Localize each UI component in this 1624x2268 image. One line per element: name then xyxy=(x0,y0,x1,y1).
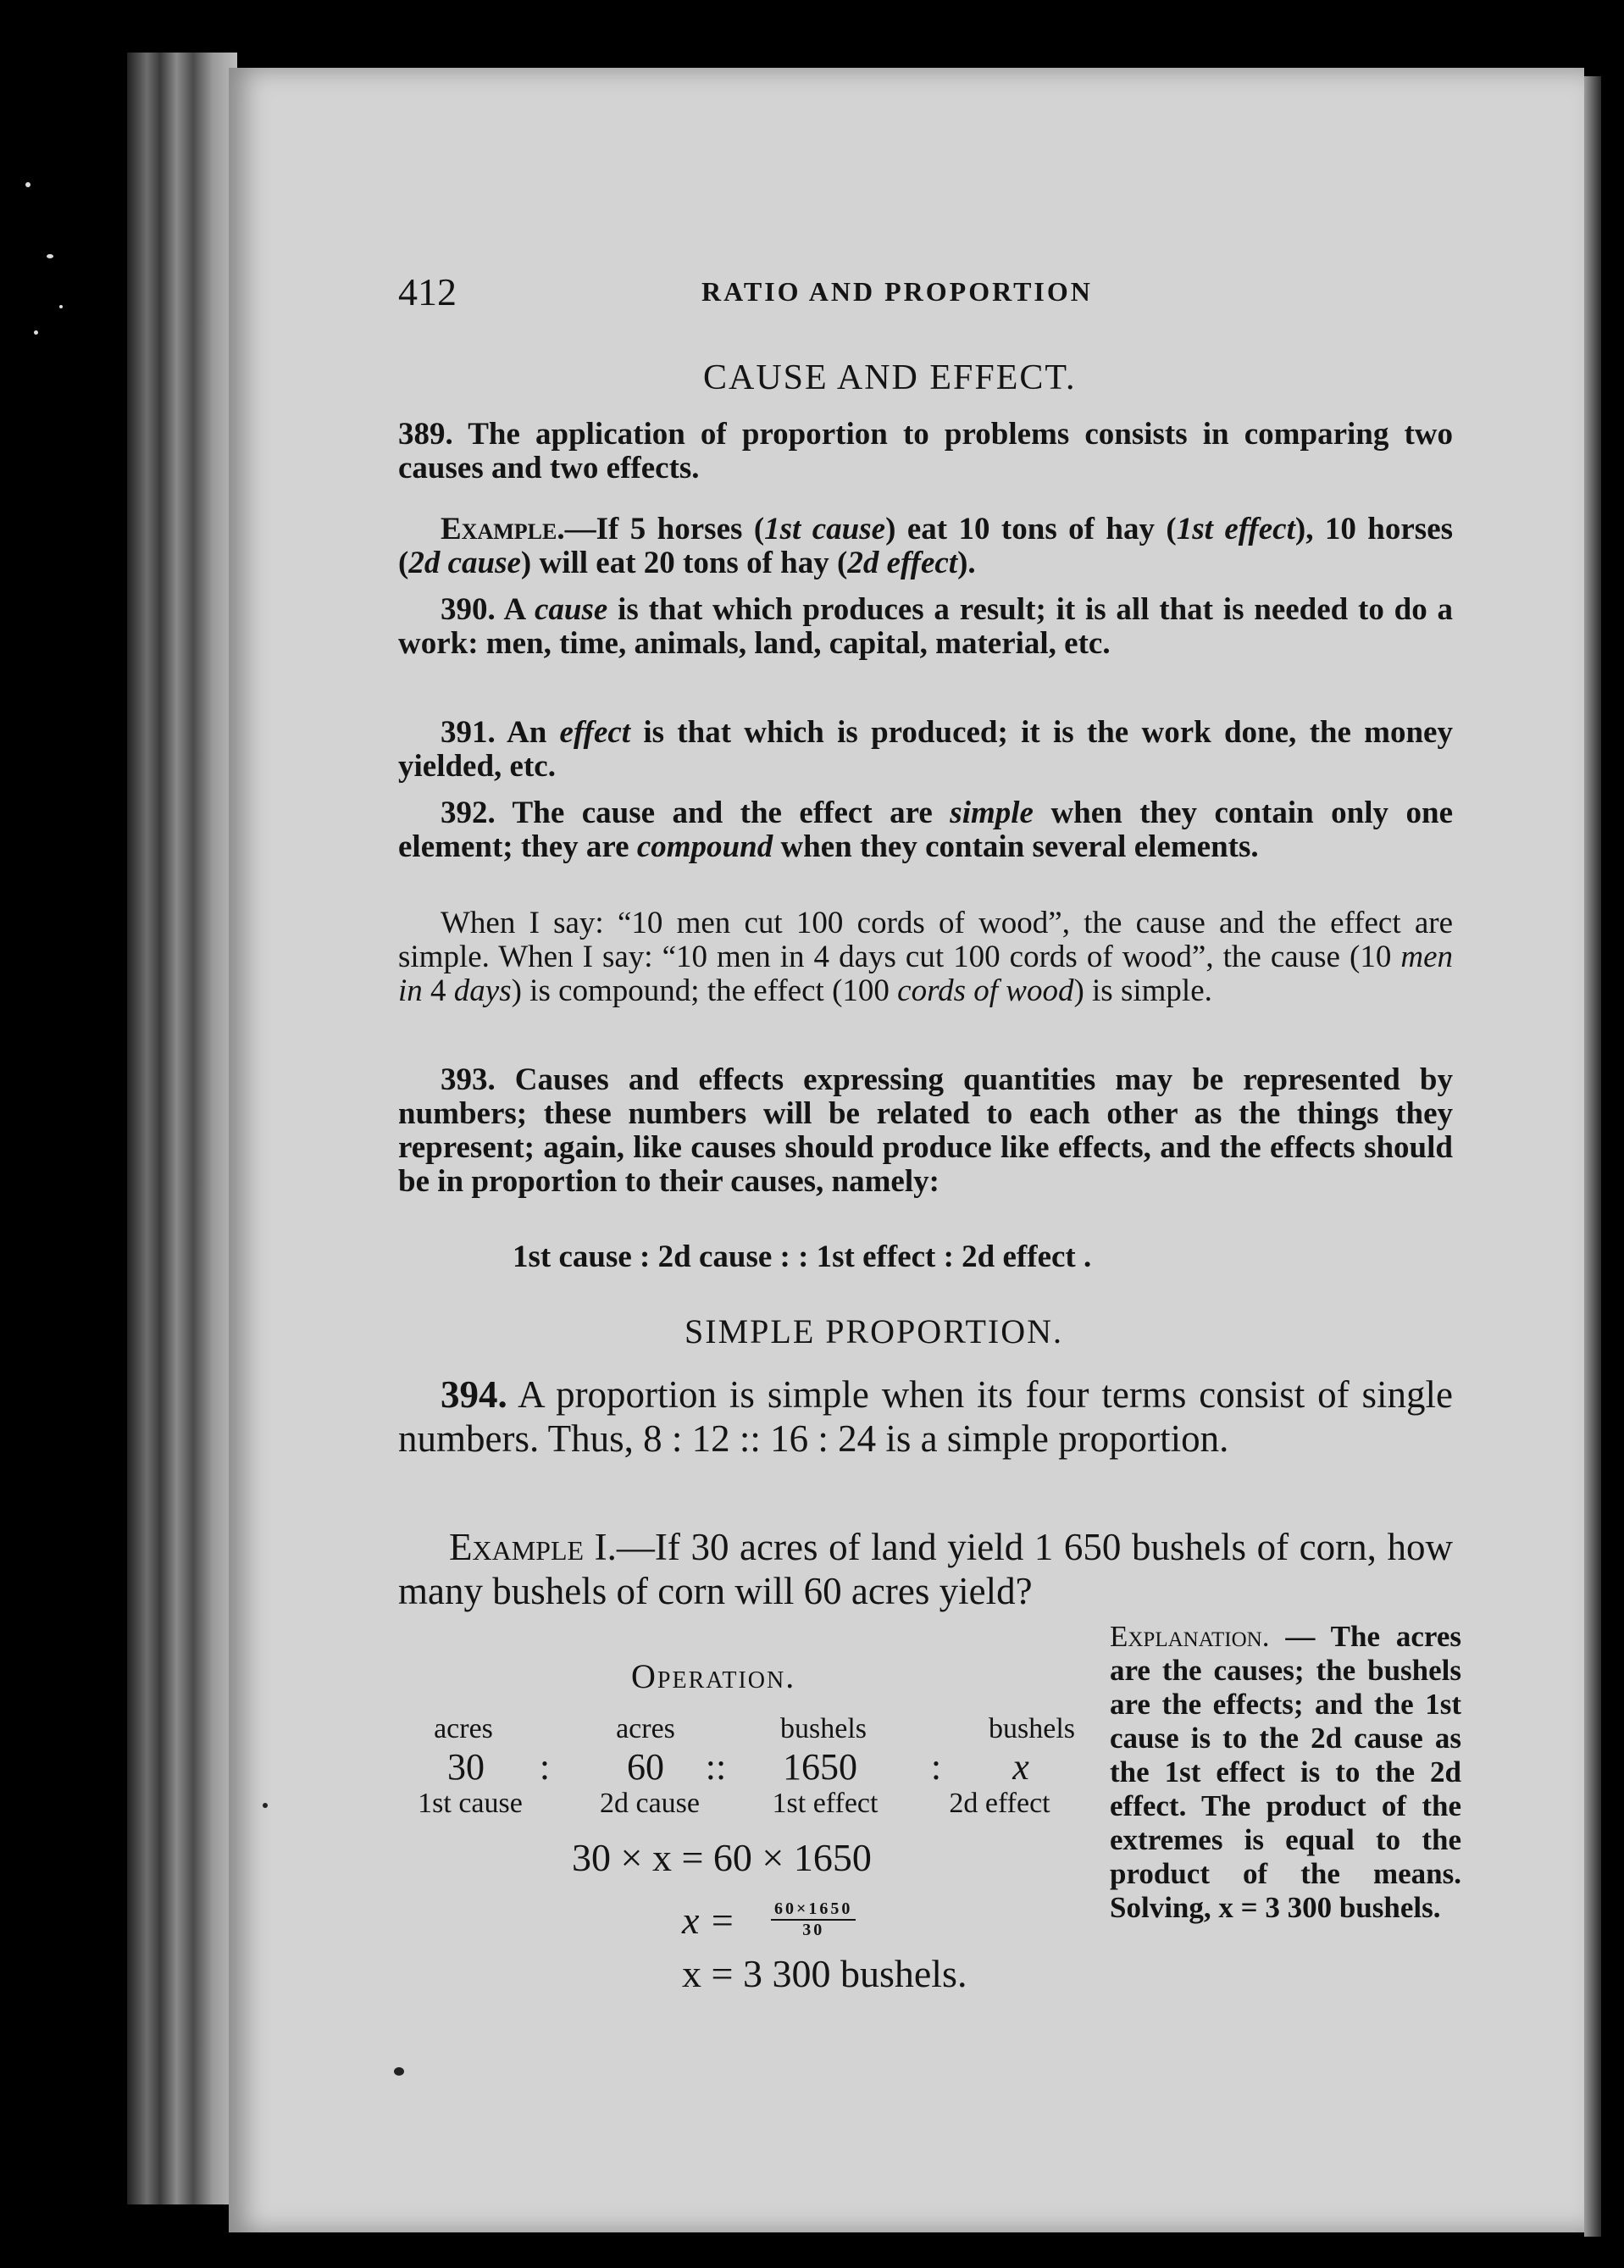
paragraph-number: 394. xyxy=(441,1373,507,1416)
page-number: 412 xyxy=(398,270,457,313)
explanation-text: — The acres are the causes; the bushels are the effects; and the 1st cause is to the 2d cause as the 1st effect is to the 2d effect. The product of the extremes is equal to the product of the means. Solving, x = 3 300 bushels. xyxy=(1110,1620,1461,1924)
paragraph-text: The cause and the effect are xyxy=(495,796,951,830)
paragraph-391 xyxy=(398,716,1453,784)
paragraph-number: 392. xyxy=(441,796,496,830)
operation-role: 1st cause xyxy=(418,1788,523,1819)
example-1 xyxy=(398,1525,1453,1613)
paragraph-italic: men in xyxy=(398,940,1453,1008)
operation-unit: bushels xyxy=(780,1713,867,1744)
operation-value: 1650 xyxy=(783,1746,857,1788)
paragraph-392-example xyxy=(398,907,1453,1008)
paragraph-number: 390. xyxy=(441,592,496,627)
fraction-denominator: 30 xyxy=(802,1921,825,1939)
section-heading-cause-effect: CAUSE AND EFFECT. xyxy=(703,358,1077,397)
operation-roles-row xyxy=(415,1788,1076,1823)
paragraph-italic: cause xyxy=(534,592,608,627)
scan-speck xyxy=(34,330,38,335)
paragraph-text: when they contain only one element; they are xyxy=(398,796,1454,864)
example-text: ) will eat 20 tons of hay ( xyxy=(520,546,848,580)
operation-title: Operation. xyxy=(631,1657,796,1695)
operation-value: 30 xyxy=(447,1746,485,1788)
paragraph-393 xyxy=(398,1063,1453,1199)
paragraph-394 xyxy=(398,1372,1453,1461)
example-italic: 1st effect xyxy=(1176,512,1295,546)
operation-separator: : xyxy=(930,1746,942,1788)
paragraph-text: A xyxy=(495,592,535,627)
paragraph-392 xyxy=(398,796,1453,864)
operation-unit: acres xyxy=(616,1713,675,1744)
operation-value: 60 xyxy=(627,1746,664,1788)
example-text: ) eat 10 tons of hay ( xyxy=(885,512,1177,546)
scan-speck xyxy=(25,182,30,187)
paragraph-text: When I say: “10 men cut 100 cords of wood”, the cause and the effect are simple. When I say: “10 men in 4 days cut 100 cords of wood”, the cause (10 xyxy=(398,906,1453,974)
paragraph-389 xyxy=(398,418,1453,485)
paragraph-text: A proportion is simple when its four terms consist of single numbers. Thus, 8 : 12 :: 16 : 24 is a simple proportion. xyxy=(398,1373,1453,1460)
operation-separator: :: xyxy=(705,1746,727,1788)
operation-equation-1: 30 × x = 60 × 1650 xyxy=(572,1836,872,1879)
scan-speck xyxy=(263,1803,268,1808)
example-text: ). xyxy=(957,546,976,580)
cause-effect-proportion: 1st cause : 2d cause : : 1st effect : 2d effect . xyxy=(513,1239,1092,1274)
scan-speck xyxy=(394,2067,404,2076)
scan-speck xyxy=(59,305,63,308)
scan-speck xyxy=(47,254,53,258)
page-edge xyxy=(127,53,237,2204)
paragraph-text: An xyxy=(495,715,560,750)
paragraph-italic: days xyxy=(453,973,512,1008)
paragraph-italic: compound xyxy=(636,829,773,864)
paragraph-text: is that which is produced; it is the work done, the money yielded, etc. xyxy=(398,715,1453,784)
paragraph-number: 389. xyxy=(398,417,453,452)
fraction-numerator: 60×1650 xyxy=(771,1899,856,1921)
operation-equation-3: x = 3 300 bushels. xyxy=(682,1952,967,1995)
paragraph-text: 4 xyxy=(422,973,454,1008)
operation-value: x xyxy=(1012,1746,1029,1788)
paragraph-italic: cords of wood xyxy=(897,973,1074,1008)
paragraph-text: Causes and effects expressing quantities may be represented by numbers; these numbers will be related to each other as the things they represent; again, like causes should produce like effects, and the effects should be in proportion to their causes, namely: xyxy=(398,1062,1453,1199)
operation-equation-2-lhs: x = xyxy=(682,1899,735,1942)
paragraph-text: ) is simple. xyxy=(1073,973,1212,1008)
operation-role: 2d cause xyxy=(599,1788,701,1819)
section-heading-simple-proportion: SIMPLE PROPORTION. xyxy=(685,1312,1063,1350)
paragraph-number: 393. xyxy=(441,1062,496,1097)
running-title: RATIO AND PROPORTION xyxy=(701,276,1093,307)
operation-role: 2d effect xyxy=(949,1788,1050,1819)
paragraph-text: The application of proportion to problems consists in comparing two causes and two effects. xyxy=(398,417,1453,485)
explanation-label: Explanation. xyxy=(1110,1620,1270,1653)
example-text: —If 5 horses ( xyxy=(564,512,765,546)
example-italic: 2d cause xyxy=(408,546,521,580)
explanation xyxy=(1110,1620,1461,1925)
paragraph-text: is that which produces a result; it is all that is needed to do a work: men, time, animals, land, capital, material, etc. xyxy=(398,592,1454,661)
operation-units-row xyxy=(415,1713,1076,1749)
example-horses xyxy=(398,513,1453,580)
paragraph-italic: effect xyxy=(559,715,631,750)
paragraph-text: ) is compound; the effect (100 xyxy=(511,973,898,1008)
operation-role: 1st effect xyxy=(772,1788,879,1819)
example-label: Example I. xyxy=(449,1526,617,1568)
paragraph-number: 391. xyxy=(441,715,496,750)
operation-unit: acres xyxy=(434,1713,493,1744)
example-label: Example. xyxy=(441,512,565,546)
example-text: ), 10 horses ( xyxy=(398,512,1454,580)
example-italic: 1st cause xyxy=(764,512,886,546)
example-italic: 2d effect xyxy=(847,546,958,580)
paragraph-italic: simple xyxy=(950,796,1034,830)
example-text: —If 30 acres of land yield 1 650 bushels of corn, how many bushels of corn will 60 acres yield? xyxy=(398,1526,1453,1612)
operation-separator: : xyxy=(539,1746,551,1788)
page-right-edge xyxy=(1584,76,1601,2237)
operation-unit: bushels xyxy=(989,1713,1075,1744)
operation-fraction xyxy=(771,1899,856,1940)
operation-values-row xyxy=(415,1745,1076,1788)
paragraph-text: when they contain several elements. xyxy=(773,829,1259,864)
paragraph-390 xyxy=(398,593,1453,661)
